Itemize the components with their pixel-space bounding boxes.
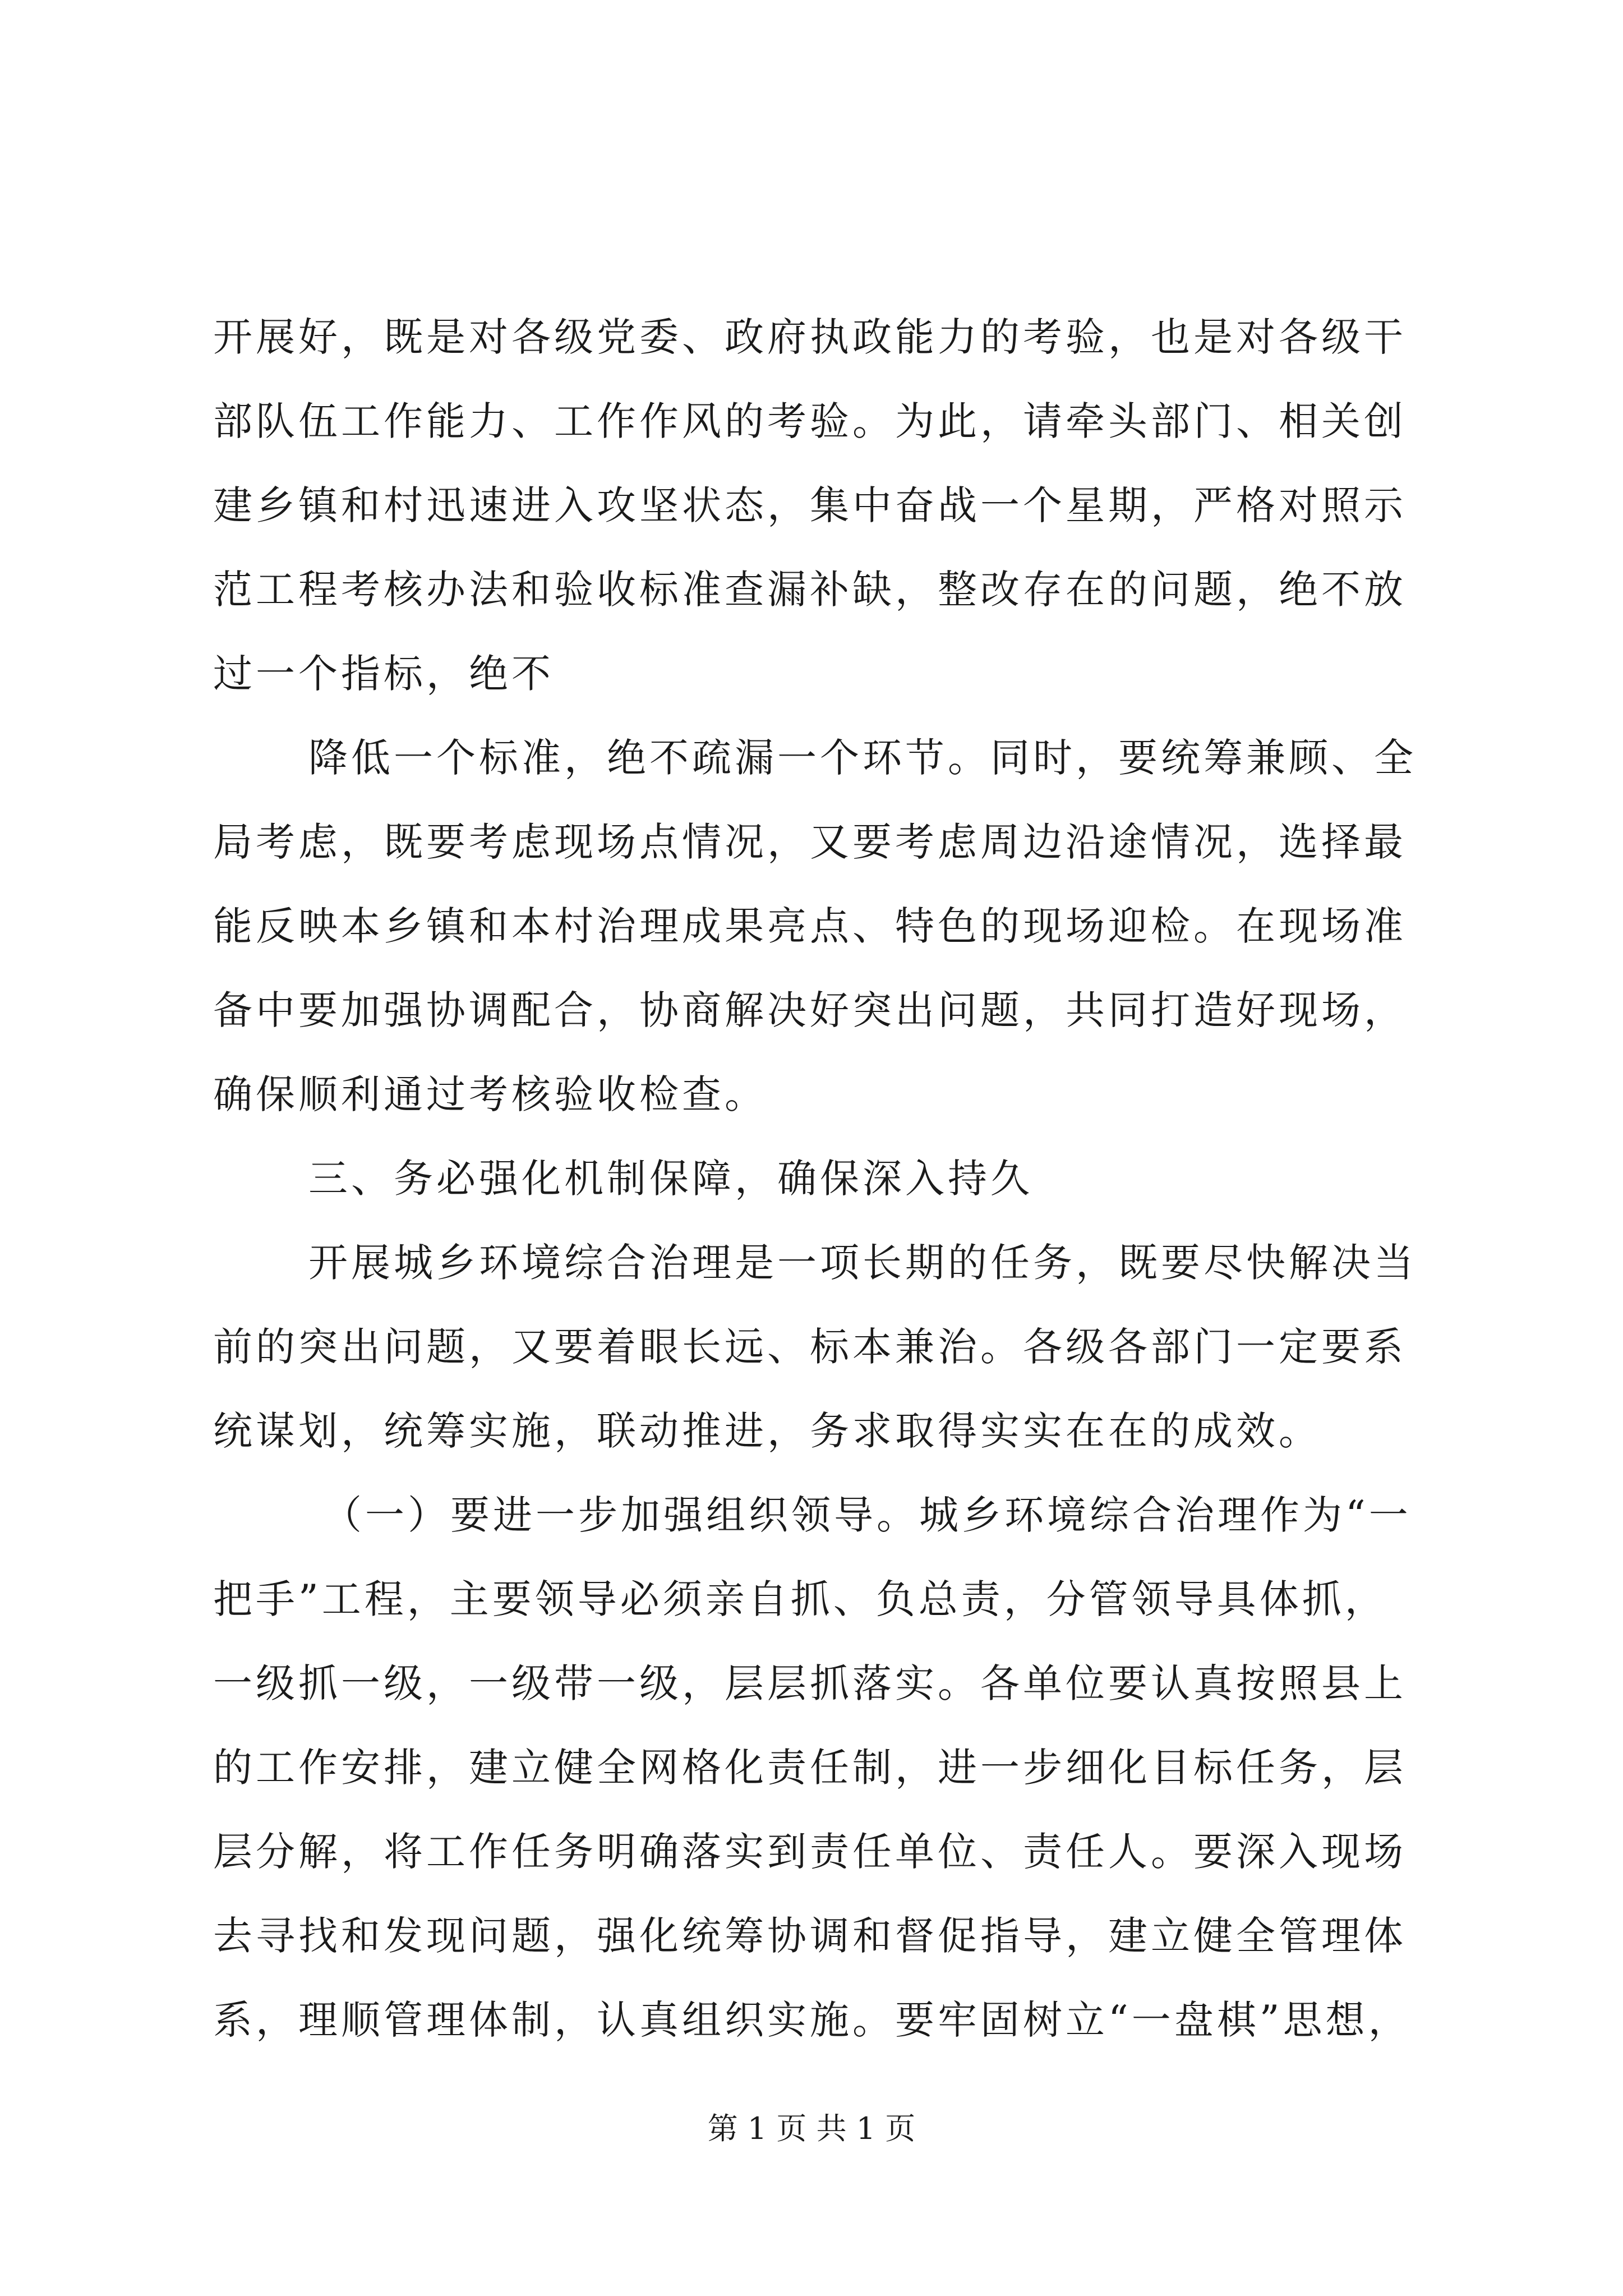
paragraph-line: 开展城乡环境综合治理是一项长期的任务，既要尽快解决当 xyxy=(308,1240,1417,1286)
paragraph-line: 降低一个标准，绝不疏漏一个环节。同时，要统筹兼顾、全 xyxy=(308,735,1417,781)
paragraph-line: 开展好，既是对各级党委、政府执政能力的考验，也是对各级干 xyxy=(213,314,1407,360)
paragraph-line: 层分解，将工作任务明确落实到责任单位、责任人。要深入现场 xyxy=(213,1829,1407,1875)
paragraph-line: 前的突出问题，又要着眼长远、标本兼治。各级各部门一定要系 xyxy=(213,1324,1407,1370)
paragraph-line: 局考虑，既要考虑现场点情况，又要考虑周边沿途情况，选择最 xyxy=(213,819,1407,865)
paragraph-line: 系，理顺管理体制，认真组织实施。要牢固树立“一盘棋”思想， xyxy=(213,1997,1411,2043)
paragraph-line: 确保顺利通过考核验收检查。 xyxy=(213,1071,767,1117)
paragraph-line: 部队伍工作能力、工作作风的考验。为此，请牵头部门、相关创 xyxy=(213,398,1407,444)
paragraph-line: 去寻找和发现问题，强化统筹协调和督促指导，建立健全管理体 xyxy=(213,1913,1407,1959)
paragraph-line: 建乡镇和村迅速进入攻坚状态，集中奋战一个星期，严格对照示 xyxy=(213,482,1407,528)
paragraph-line: 范工程考核办法和验收标准查漏补缺，整改存在的问题，绝不放 xyxy=(213,567,1407,613)
paragraph-line: 的工作安排，建立健全网格化责任制，进一步细化目标任务，层 xyxy=(213,1745,1407,1791)
paragraph-line: 把手”工程，主要领导必须亲自抓、负总责，分管领导具体抓， xyxy=(213,1576,1387,1622)
paragraph-line: 过一个指标，绝不 xyxy=(213,651,554,697)
paragraph-line: 一级抓一级，一级带一级，层层抓落实。各单位要认真按照县上 xyxy=(213,1660,1407,1706)
paragraph-line: 能反映本乡镇和本村治理成果亮点、特色的现场迎检。在现场准 xyxy=(213,903,1407,949)
paragraph-line: （一）要进一步加强组织领导。城乡环境综合治理作为“一 xyxy=(322,1492,1412,1538)
paragraph-line: 统谋划，统筹实施，联动推进，务求取得实实在在的成效。 xyxy=(213,1408,1321,1454)
paragraph-line: 备中要加强协调配合，协商解决好突出问题，共同打造好现场， xyxy=(213,987,1407,1033)
section-heading: 三、务必强化机制保障，确保深入持久 xyxy=(308,1156,1033,1202)
page-number-footer: 第 1 页 共 1 页 xyxy=(707,2111,916,2146)
